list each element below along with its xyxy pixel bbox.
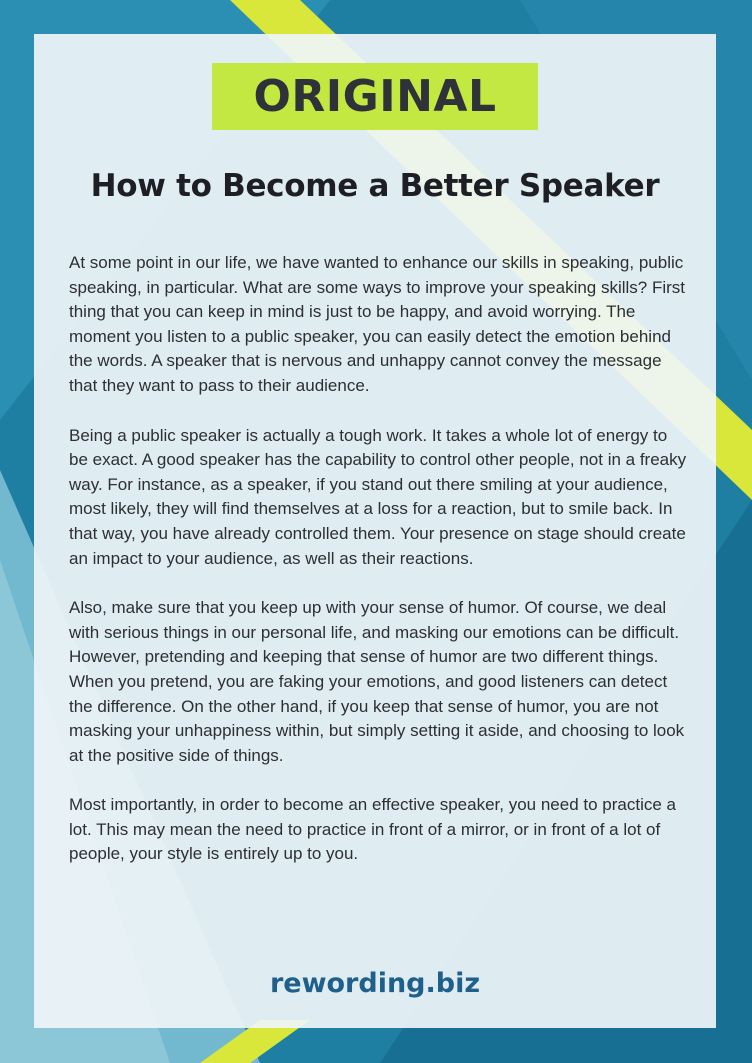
page-title: How to Become a Better Speaker (90, 168, 660, 204)
paragraph-3: Also, make sure that you keep up with your sense of humor. Of course, we deal with serious things in our personal life, and masking our emotions can be difficult. However, pretending and keeping that sense of humor are two different things. When you pretend, you are faking your emotions, and good listeners can detect the difference. On the other hand, if you keep that sense of humor, you are not masking your unhappiness within, but simply setting it aside, and choosing to look at the positive side of things. (69, 598, 685, 765)
original-badge (212, 63, 538, 130)
paragraph-1: At some point in our life, we have wanted to enhance our skills in speaking, public speaking, in particular. What are some ways to improve your speaking skills? First thing that you can keep in mind is just to be happy, and avoid worrying. The moment you listen to a public speaker, you can easily detect the emotion behind the words. A speaker that is nervous and unhappy cannot convey the message that they want to pass to their audience. (69, 253, 686, 395)
paragraph-4: Most importantly, in order to become an effective speaker, you need to practice a lot. This may mean the need to practice in front of a mirror, or in front of a lot of people, your style is entirely up to you. (69, 795, 676, 864)
article-body (69, 251, 689, 892)
badge-label: ORIGINAL (253, 71, 497, 122)
paragraph-2: Being a public speaker is actually a tough work. It takes a whole lot of energy to be exact. A good speaker has the capability to control other people, not in a freaky way. For instance, as a speaker, if you stand out there smiling at your audience, most likely, they will find themselves at a loss for a reaction, but to smile back. In that way, you have already controlled them. Your presence on stage should create an impact to your audience, as well as their reactions. (69, 425, 687, 568)
site-footer-brand: rewording.biz (269, 968, 481, 999)
